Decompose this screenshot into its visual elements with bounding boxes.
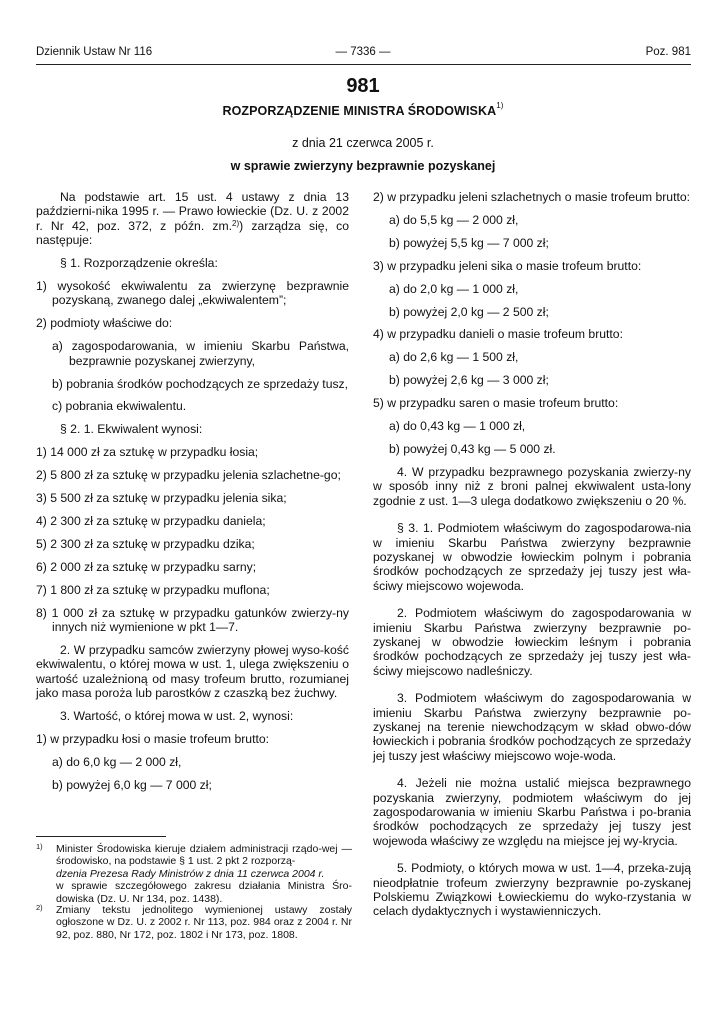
section-1-heading: § 1. Rozporządzenie określa: <box>60 256 218 271</box>
section-2-para-3-item-2: 2) w przypadku jeleni szlachetnych o masie trofeum brutto: <box>373 190 691 204</box>
section-2-para-3-item-3b: b) powyżej 2,0 kg — 2 500 zł; <box>389 304 549 319</box>
act-number: 981 <box>346 75 380 97</box>
header-rule <box>36 64 691 65</box>
section-2-item-8: 8) 1 000 zł za sztukę w przypadku gatunków zwierzy-ny innych niż wymienione w pkt 1—7. <box>36 605 349 635</box>
section-2-para-4: 4. W przypadku bezprawnego pozyskania zwierzy-ny w sposób inny niż z broni palnej ekwiwalent usta-lony zgodnie z ust. 1—3 ulega dodatkowo zwiększeniu o 20 %. <box>373 464 691 508</box>
section-3-para-1: § 3. 1. Podmiotem właściwym do zagospodarowa-nia w imieniu Skarbu Państwa zwierzyny bezprawnie pozyskanej w obwodzie łowieckim polnym i pobrania środków pochodzących ze sprzedaży jej tuszy jest wła-ściwy miejscowo wojewoda. <box>373 521 691 593</box>
section-2-para-3-item-4a: a) do 2,6 kg — 1 500 zł, <box>389 350 519 365</box>
section-2-item-1: 1) 14 000 zł za sztukę w przypadku łosia; <box>36 445 259 460</box>
section-2-para-3-item-2b: b) powyżej 5,5 kg — 7 000 zł; <box>389 235 549 250</box>
section-2-para-3-item-3a: a) do 2,0 kg — 1 000 zł, <box>389 281 519 296</box>
footnote-1-mark: 1) <box>36 842 43 851</box>
section-2-para-3-item-1: 1) w przypadku łosi o masie trofeum brutto: <box>36 731 270 746</box>
right-column <box>373 190 691 927</box>
section-2-para-3-item-4b: b) powyżej 2,6 kg — 3 000 zł; <box>389 373 549 388</box>
section-1-item-2a: a) zagospodarowania, w imieniu Skarbu Państwa, bezprawnie pozyskanej zwierzyny, <box>52 339 349 368</box>
intro-paragraph: Na podstawie art. 15 ust. 4 ustawy z dnia 13 październi-nika 1995 r. — Prawo łowieckie (Dz. U. z 2002 r. Nr 42, poz. 372, z późn. zm.$^{2)}$) zarządza się, co następuje: <box>36 190 349 248</box>
act-date: z dnia 21 czerwca 2005 r. <box>292 136 434 150</box>
section-2-para-3-item-1a: a) do 6,0 kg — 2 000 zł, <box>52 754 182 769</box>
section-2-para-3-item-3: 3) w przypadku jeleni sika o masie trofeum brutto: <box>373 258 642 273</box>
section-2-para-3: 3. Wartość, o której mowa w ust. 2, wynosi: <box>60 709 294 724</box>
header-journal-title: Dziennik Ustaw Nr 116 <box>36 46 153 58</box>
section-3-para-3: 3. Podmiotem właściwym do zagospodarowania w imieniu Skarbu Państwa zwierzyny bezprawnie po-zyskanej na terenie niewchodzącym w skład obwo-dów łowieckich i pobrania środków pochodzących ze sprzedaży jej tuszy jest właściwy miejscowo woje-woda. <box>373 691 691 763</box>
section-2-item-5: 5) 2 300 zł za sztukę w przypadku dzika; <box>36 536 255 551</box>
footnote-ref-1: 1) <box>496 101 504 110</box>
section-1-item-2: 2) podmioty właściwe do: <box>36 316 173 331</box>
section-3-para-4: 4. Jeżeli nie można ustalić miejsca bezprawnego pozyskania zwierzyny, podmiotem właściwym do jej zagospodarowania w imieniu Skarbu Państwa i po-brania środków pochodzących ze sprzedaży jej tuszy jest wojewoda właściwy ze względu na miejsce jej wy-krycia. <box>373 776 691 848</box>
footnote-ref-2: 2) <box>232 218 240 228</box>
section-2-item-7: 7) 1 800 zł za sztukę w przypadku muflona; <box>36 582 270 597</box>
act-title: ROZPORZĄDZENIE MINISTRA ŚRODOWISKA$^{1)}$ <box>222 101 504 118</box>
section-2-item-2: 2) 5 800 zł za sztukę w przypadku jelenia szlachetne-go; <box>36 468 341 483</box>
left-column <box>36 190 349 801</box>
section-3-para-2: 2. Podmiotem właściwym do zagospodarowania w imieniu Skarbu Państwa zwierzyny bezprawnie po-zyskanej w obwodzie łowieckim leśnym i pobrania środków pochodzących ze sprzedaży jej tuszy jest wła-ściwy miejscowo nadleśniczy. <box>373 606 691 678</box>
section-2-item-4: 4) 2 300 zł za sztukę w przypadku daniela; <box>36 514 266 528</box>
section-1-item-2c: c) pobrania ekwiwalentu. <box>52 399 187 414</box>
footnote-2: 2) Zmiany tekstu jednolitego wymienionej ustawy zostały ogłoszone w Dz. U. z 2002 r. Nr 113, poz. 984 oraz z 2004 r. Nr 92, poz. 880, Nr 172, poz. 1802 i Nr 173, poz. 1808. <box>36 903 352 941</box>
section-2-para-2: 2. W przypadku samców zwierzyny płowej wyso-kość ekwiwalentu, o której mowa w ust. 1, ulega zwiększeniu o wartość uzależnioną od masy trofeum brutto, rozumianej jako masa poroża lub parostków z czaszką bez żuchwy. <box>36 642 349 701</box>
footnote-2-mark: 2) <box>36 903 43 912</box>
section-3-para-5: 5. Podmioty, o których mowa w ust. 1—4, przeka-zują nieodpłatnie trofeum zwierzyny bezprawnie po-zyskanej Polskiemu Związkowi Łowieckiemu do wyko-rzystania w celach dydaktycznych i wystawienniczych. <box>373 861 691 919</box>
footnote-1: 1) Minister Środowiska kieruje działem administracji rządo-wej — środowisko, na podstawie § 1 ust. 2 pkt 2 rozporzą- dzenia Prezesa Rady Ministrów z dnia 11 czerwca 2004 r. w sprawie szczegółowego zakresu działania Ministra Śro-dowiska (Dz. U. Nr 134, poz. 1438). <box>36 842 352 905</box>
header-page-number: — 7336 — <box>335 46 391 58</box>
section-2-heading: § 2. 1. Ekwiwalent wynosi: <box>60 422 203 437</box>
section-2-para-3-item-1b: b) powyżej 6,0 kg — 7 000 zł; <box>52 777 212 792</box>
section-2-para-3-item-5: 5) w przypadku saren o masie trofeum brutto: <box>373 396 619 411</box>
section-2-para-3-item-5a: a) do 0,43 kg — 1 000 zł, <box>389 419 526 434</box>
section-2-item-6: 6) 2 000 zł za sztukę w przypadku sarny; <box>36 559 257 574</box>
section-2-para-3-item-5b: b) powyżej 0,43 kg — 5 000 zł. <box>389 441 556 456</box>
act-subject: w sprawie zwierzyny bezprawnie pozyskanej <box>230 159 496 173</box>
section-2-item-3: 3) 5 500 zł za sztukę w przypadku jelenia sika; <box>36 491 287 506</box>
section-1-item-1: 1) wysokość ekwiwalentu za zwierzynę bezprawnie pozyskaną, zwanego dalej „ekwiwalentem”; <box>36 279 349 308</box>
section-1-item-2b: b) pobrania środków pochodzących ze sprzedaży tusz, <box>52 376 349 391</box>
header-position: Poz. 981 <box>645 46 691 58</box>
footnote-rule <box>36 836 166 837</box>
section-2-para-3-item-2a: a) do 5,5 kg — 2 000 zł, <box>389 212 519 227</box>
section-2-para-3-item-4: 4) w przypadku danieli o masie trofeum brutto: <box>373 327 623 342</box>
